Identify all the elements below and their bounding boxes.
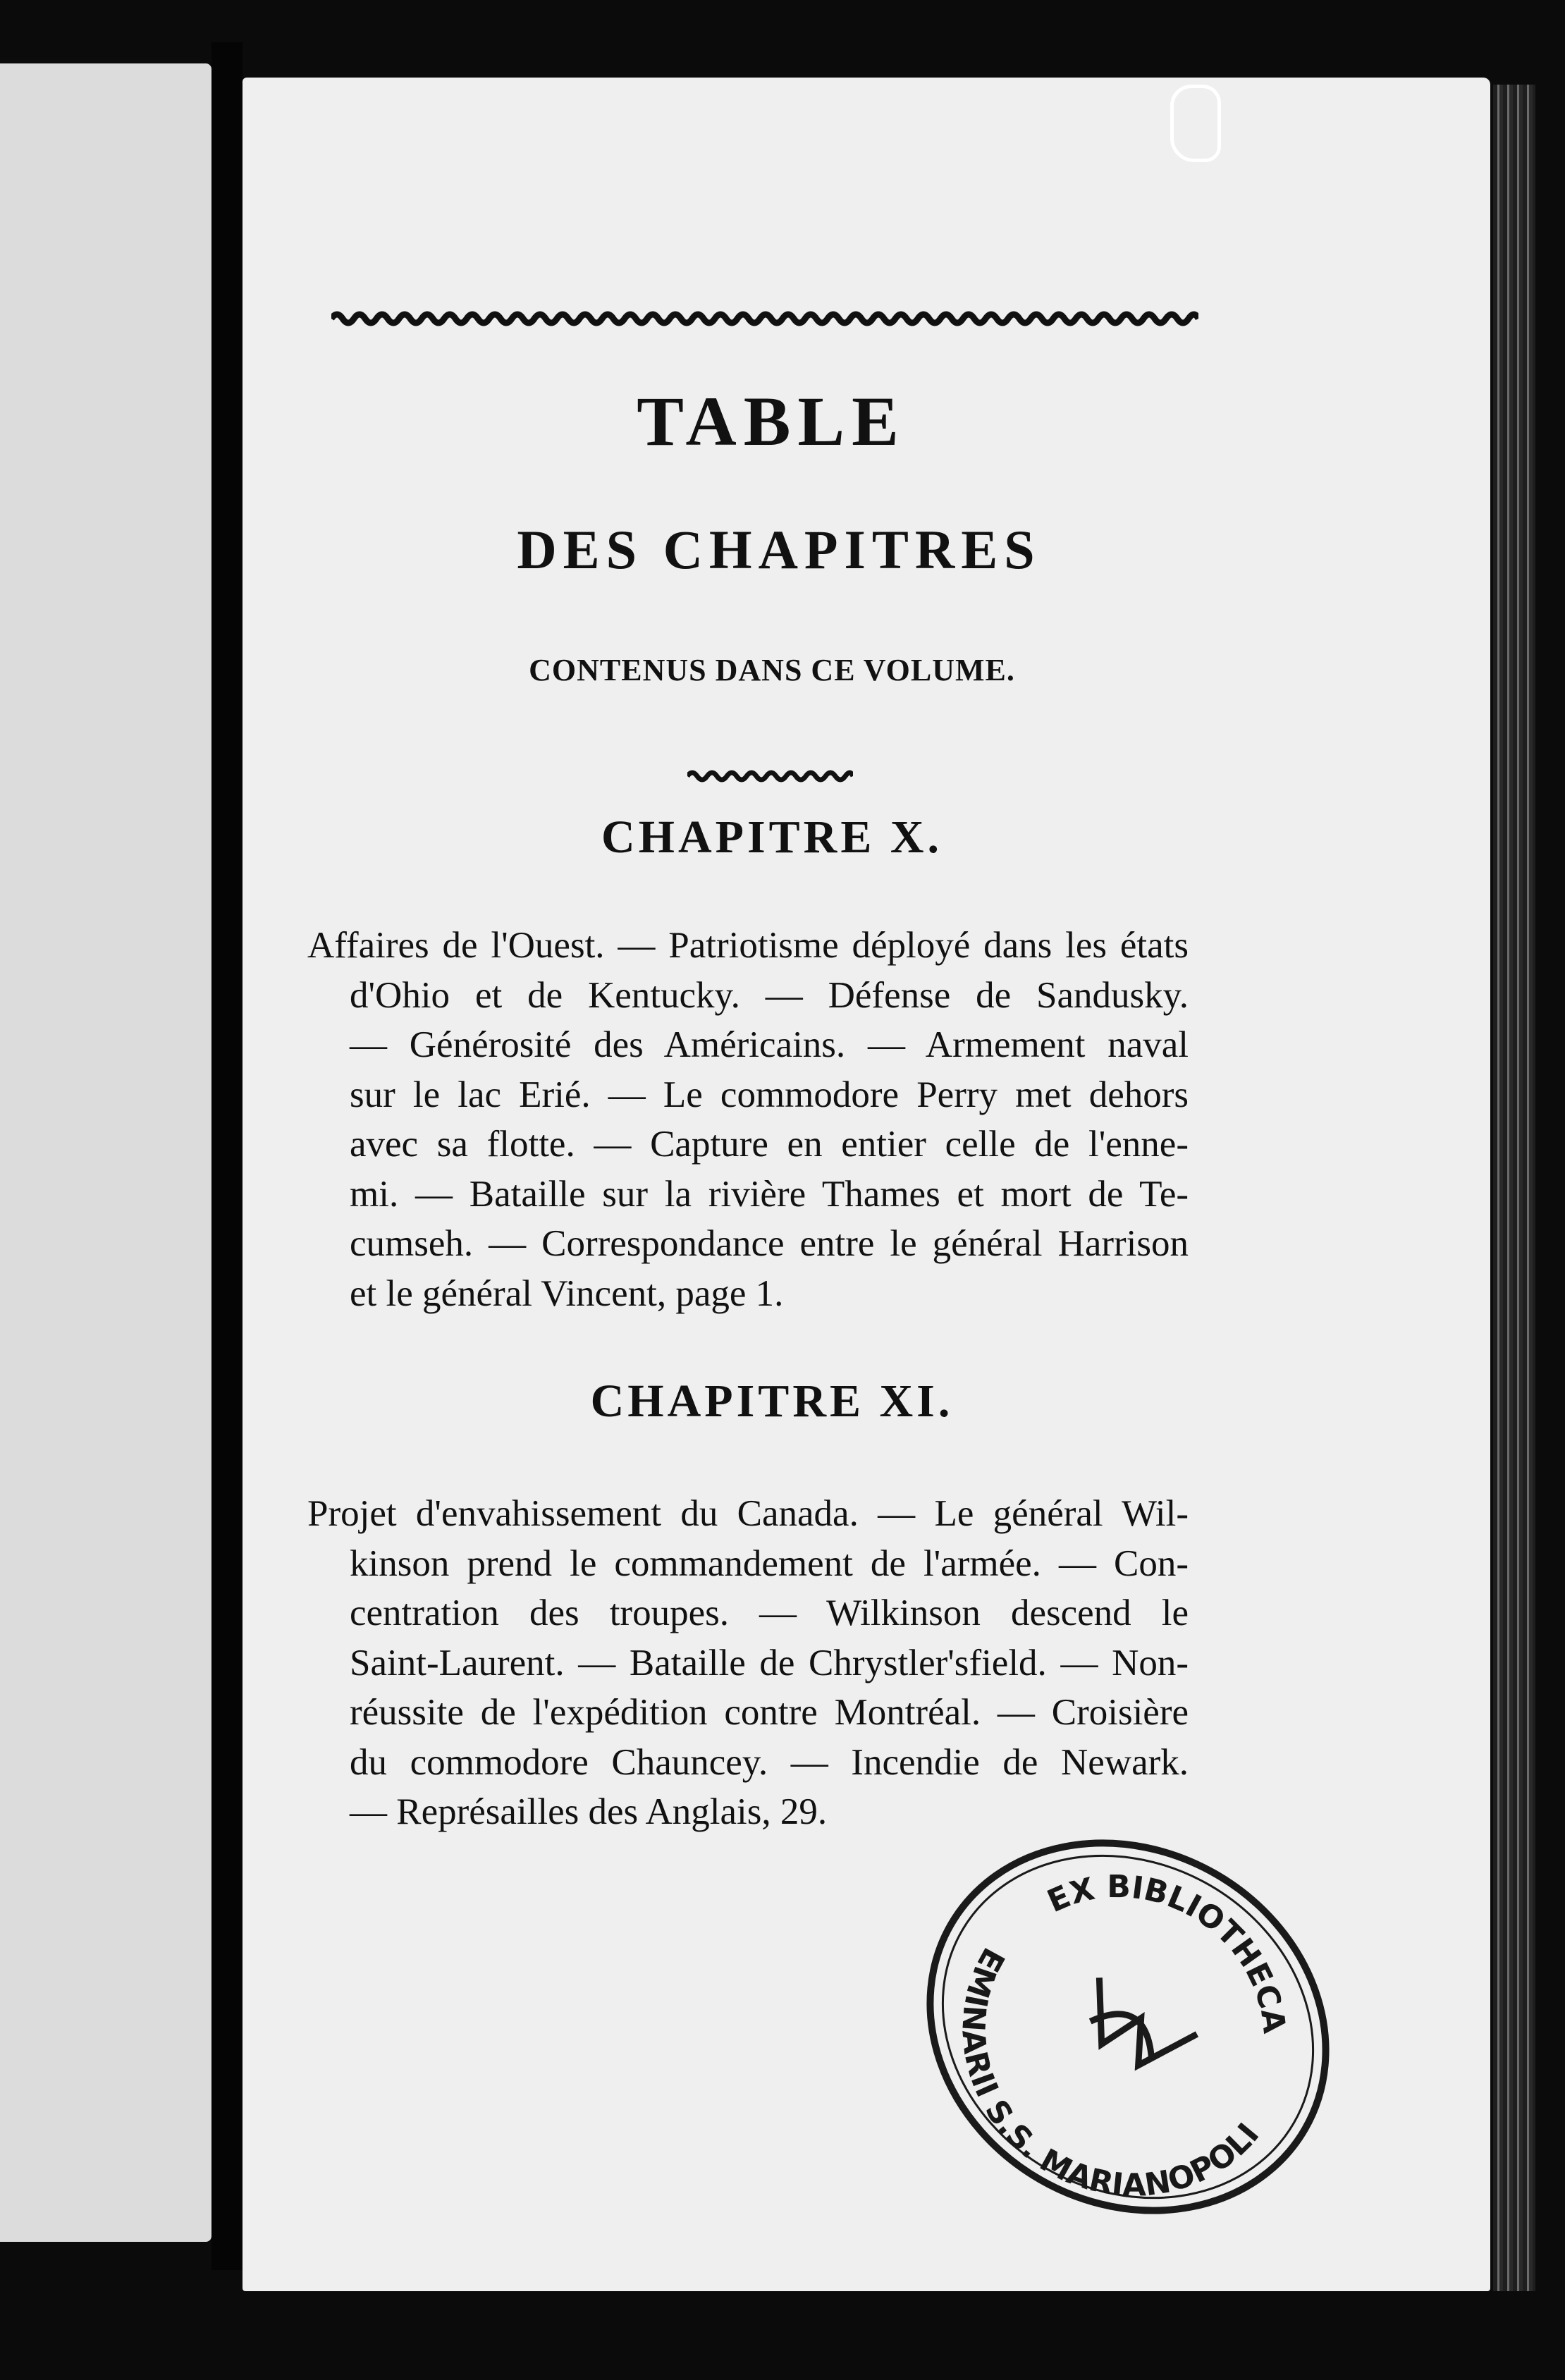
stamp-bottom-text: SEMINARII S.S. MARIANOPOLIT	[955, 1942, 1267, 2204]
summary-line: sur le lac Erié. — Le commodore Perry met dehors	[350, 1074, 1189, 1115]
page-subtitle-secondary: CONTENUS DANS CE VOLUME.	[529, 653, 1015, 687]
decorative-rule-small	[687, 768, 853, 784]
page-title: TABLE	[637, 382, 906, 460]
chapter-x-heading: CHAPITRE X.	[601, 811, 943, 863]
summary-line: réussite de l'expédition contre Montréal. — Croisière	[350, 1692, 1189, 1733]
summary-line: cumseh. — Correspondance entre le général Harrison	[350, 1223, 1189, 1264]
library-stamp	[902, 1808, 1354, 2245]
summary-line: Projet d'envahissement du Canada. — Le général Wil-	[307, 1493, 1189, 1534]
summary-line: mi. — Bataille sur la rivière Thames et mort de Te-	[350, 1173, 1189, 1215]
summary-line: du commodore Chauncey. — Incendie de Newark.	[350, 1741, 1189, 1783]
summary-line: et le général Vincent, page 1.	[350, 1272, 784, 1314]
summary-line: kinson prend le commandement de l'armée. — Con-	[350, 1542, 1189, 1584]
chapter-x-summary	[307, 921, 1189, 1318]
summary-line: Saint-Laurent. — Bataille de Chrystler'sfield. — Non-	[350, 1642, 1189, 1683]
summary-line: d'Ohio et de Kentucky. — Défense de Sandusky.	[350, 974, 1189, 1016]
stamp-top-text: EX BIBLIOTHECA	[1042, 1869, 1292, 2035]
page-subtitle: DES CHAPITRES	[517, 519, 1041, 580]
summary-line: Affaires de l'Ouest. — Patriotisme déployé dans les états	[307, 925, 1189, 966]
stamp-monogram	[1071, 1977, 1197, 2082]
summary-line: avec sa flotte. — Capture en entier celle de l'enne-	[350, 1124, 1189, 1165]
chapter-xi-heading: CHAPITRE XI.	[590, 1375, 954, 1427]
summary-line: centration des troupes. — Wilkinson descend le	[350, 1593, 1189, 1633]
summary-line: — Représailles des Anglais, 29.	[350, 1791, 828, 1832]
chapter-xi-summary	[307, 1489, 1189, 1837]
summary-line: — Générosité des Américains. — Armement naval	[350, 1024, 1189, 1065]
